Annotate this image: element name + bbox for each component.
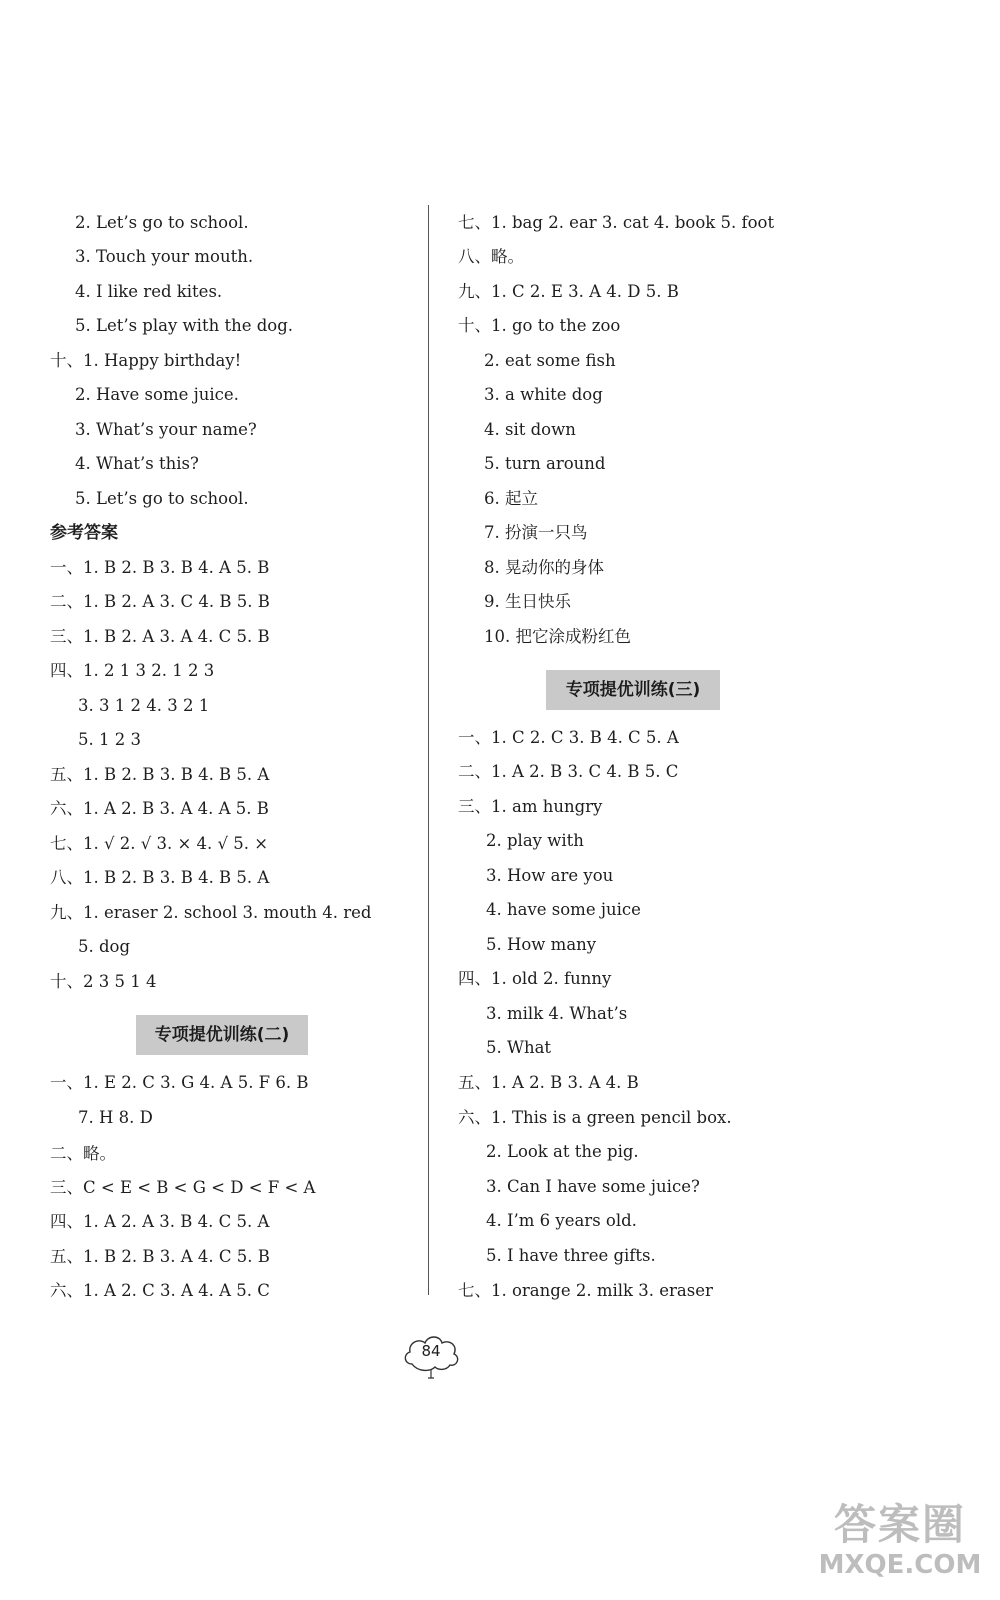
answer-line: 五、1. A 2. B 3. A 4. B — [458, 1073, 639, 1092]
answer-line: 5. I have three gifts. — [486, 1246, 656, 1265]
answer-line: 七、1. √ 2. √ 3. × 4. √ 5. × — [50, 834, 269, 853]
page-number — [400, 1330, 462, 1372]
answer-line: 3. milk 4. What’s — [486, 1004, 628, 1023]
answers-title: 参考答案 — [50, 523, 118, 543]
left-line: 4. I like red kites. — [75, 282, 223, 301]
answer-line: 3. How are you — [486, 866, 614, 885]
answer-line: 十、2 3 5 1 4 — [50, 972, 157, 991]
answer-line: 4. have some juice — [486, 900, 641, 919]
answer-line: 五、1. B 2. B 3. B 4. B 5. A — [50, 765, 270, 784]
right-line: 6. 起立 — [484, 489, 538, 508]
right-line: 十、1. go to the zoo — [458, 316, 621, 335]
answer-line: 2. Look at the pig. — [486, 1142, 639, 1161]
right-line: 8. 晃动你的身体 — [484, 558, 604, 577]
right-line: 10. 把它涂成粉红色 — [484, 627, 631, 646]
answer-line: 一、1. B 2. B 3. B 4. A 5. B — [50, 558, 270, 577]
answer-line: 二、1. A 2. B 3. C 4. B 5. C — [458, 762, 679, 781]
answer-line: 一、1. E 2. C 3. G 4. A 5. F 6. B — [50, 1073, 309, 1092]
answer-line: 四、1. A 2. A 3. B 4. C 5. A — [50, 1212, 270, 1231]
right-line: 4. sit down — [484, 420, 576, 439]
left-line: 3. Touch your mouth. — [75, 247, 254, 266]
left-line: 十、1. Happy birthday! — [50, 351, 242, 370]
left-line: 5. Let’s play with the dog. — [75, 316, 294, 335]
answer-line: 三、1. B 2. A 3. A 4. C 5. B — [50, 627, 270, 646]
answer-line: 5. What — [486, 1038, 552, 1057]
answer-line: 六、1. A 2. B 3. A 4. A 5. B — [50, 799, 269, 818]
answer-line: 五、1. B 2. B 3. A 4. C 5. B — [50, 1247, 270, 1266]
answer-line: 三、1. am hungry — [458, 797, 603, 816]
answer-line: 九、1. eraser 2. school 3. mouth 4. red — [50, 903, 372, 922]
answer-line: 7. H 8. D — [78, 1108, 153, 1127]
answer-line: 5. dog — [78, 937, 131, 956]
answer-line: 3. Can I have some juice? — [486, 1177, 700, 1196]
right-line: 9. 生日快乐 — [484, 592, 571, 611]
answer-line: 四、1. 2 1 3 2. 1 2 3 — [50, 661, 215, 680]
right-line: 3. a white dog — [484, 385, 603, 404]
right-line: 2. eat some fish — [484, 351, 616, 370]
page-number-text: 84 — [421, 1342, 441, 1360]
answer-line: 四、1. old 2. funny — [458, 969, 612, 988]
answer-line: 5. How many — [486, 935, 597, 954]
left-line: 4. What’s this? — [75, 454, 199, 473]
answer-line: 三、C < E < B < G < D < F < A — [50, 1178, 316, 1197]
answer-line: 六、1. This is a green pencil box. — [458, 1108, 732, 1127]
answer-line: 八、1. B 2. B 3. B 4. B 5. A — [50, 868, 270, 887]
watermark-url: MXQE.COM — [818, 1550, 982, 1580]
left-line: 3. What’s your name? — [75, 420, 257, 439]
answer-line: 2. play with — [486, 831, 584, 850]
column-divider — [428, 205, 429, 1295]
right-line: 九、1. C 2. E 3. A 4. D 5. B — [458, 282, 679, 301]
right-line: 八、略。 — [458, 247, 524, 266]
answer-line: 一、1. C 2. C 3. B 4. C 5. A — [458, 728, 679, 747]
right-line: 七、1. bag 2. ear 3. cat 4. book 5. foot — [458, 213, 775, 232]
section-banner-3: 专项提优训练(三) — [546, 670, 720, 710]
left-line: 2. Have some juice. — [75, 385, 239, 404]
left-line: 2. Let’s go to school. — [75, 213, 249, 232]
answer-line: 5. 1 2 3 — [78, 730, 141, 749]
answer-line: 4. I’m 6 years old. — [486, 1211, 637, 1230]
answer-line: 七、1. orange 2. milk 3. eraser — [458, 1281, 713, 1300]
watermark-cn: 答案圈 — [833, 1500, 966, 1549]
left-line: 5. Let’s go to school. — [75, 489, 249, 508]
answer-line: 六、1. A 2. C 3. A 4. A 5. C — [50, 1281, 270, 1300]
answer-line: 二、1. B 2. A 3. C 4. B 5. B — [50, 592, 270, 611]
section-banner-2: 专项提优训练(二) — [136, 1015, 308, 1055]
right-line: 7. 扮演一只鸟 — [484, 523, 588, 542]
answer-line: 3. 3 1 2 4. 3 2 1 — [78, 696, 210, 715]
watermark-logo — [810, 1492, 990, 1592]
right-line: 5. turn around — [484, 454, 606, 473]
answer-line: 二、略。 — [50, 1144, 116, 1163]
